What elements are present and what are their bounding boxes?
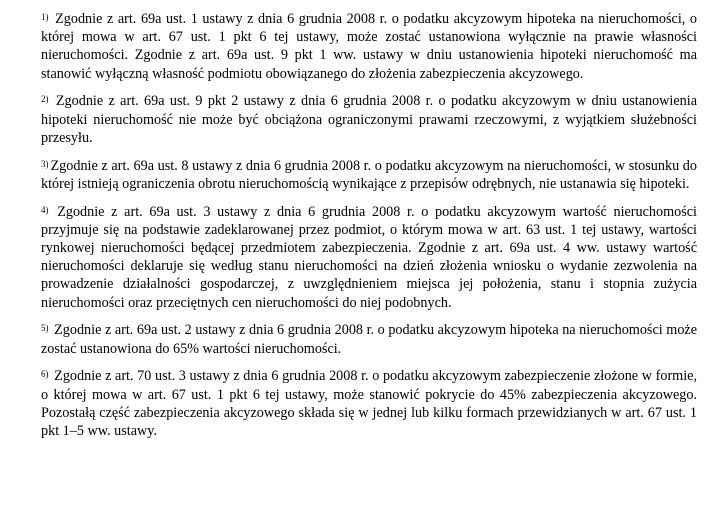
footnote-1 bbox=[41, 10, 697, 83]
footnote-4 bbox=[41, 203, 697, 312]
footnote-marker: 5) bbox=[41, 323, 49, 334]
footnote-text: Zgodnie z art. 69a ust. 1 ustawy z dnia 6 grudnia 2008 r. o podatku akcyzowym hipoteka na nieruchomości, o której mowa w art. 67 ust. 1 pkt 6 tej ustawy, może zostać ustanowiona wyłącznie na prawie własności nieruchomości. Zgodnie z art. 69a ust. 9 pkt 1 ww. ustawy w dniu ustanowienia hipoteki nieruchomość ma stanowić wyłączną własność podmiotu obowiązanego do złożenia zabezpieczenia akcyzowego. bbox=[41, 11, 697, 82]
footnote-text: Zgodnie z art. 70 ust. 3 ustawy z dnia 6 grudnia 2008 r. o podatku akcyzowym zabezpieczenie złożone w formie, o której mowa w art. 67 ust. 1 pkt 6 tej ustawy, może stanowić pokrycie do 45% zabezpieczenia akcyzowego. Pozostałą część zabezpieczenia akcyzowego składa się w jednej lub kilku formach przewidzianych w art. 67 ust. 1 pkt 1–5 ww. ustawy. bbox=[41, 368, 697, 440]
footnote-6 bbox=[41, 367, 697, 440]
footnote-3 bbox=[41, 157, 697, 193]
footnote-marker: 3) bbox=[41, 158, 49, 169]
footnote-5 bbox=[41, 321, 697, 357]
footnote-2 bbox=[41, 92, 697, 147]
footnote-marker: 2) bbox=[41, 94, 49, 105]
footnote-text: Zgodnie z art. 69a ust. 9 pkt 2 ustawy z dnia 6 grudnia 2008 r. o podatku akcyzowym w dniu ustanowienia hipoteki nieruchomość nie może być obciążona ograniczonymi prawami rzeczowymi, z wyjątkiem służebności przesyłu. bbox=[41, 93, 698, 146]
footnote-marker: 4) bbox=[41, 204, 49, 215]
footnote-text: Zgodnie z art. 69a ust. 8 ustawy z dnia 6 grudnia 2008 r. o podatku akcyzowym na nieruchomości, w stosunku do której istnieją ograniczenia obrotu nieruchomością wynikające z przepisów odrębnych, nie ustanawia się hipoteki. bbox=[41, 157, 697, 192]
footnote-text: Zgodnie z art. 69a ust. 3 ustawy z dnia 6 grudnia 2008 r. o podatku akcyzowym wartość nieruchomości przyjmuje się na podstawie zadeklarowanej przez podmiot, o którym mowa w art. 63 ust. 1 tej ustawy, wartości rynkowej nieruchomości będącej przedmiotem zabezpieczenia. Zgodnie z art. 69a ust. 4 ww. ustawy wartość nieruchomości deklaruje się według stanu nieruchomości na dzień złożenia wniosku o wydanie zezwolenia na prowadzenie działalności gospodarczej, z uwzględnieniem miejsca jej położenia, stanu i stopnia zużycia nieruchomości oraz przeciętnych cen nieruchomości do niej podobnych. bbox=[41, 203, 697, 311]
footnote-marker: 1) bbox=[41, 12, 49, 22]
footnote-text: Zgodnie z art. 69a ust. 2 ustawy z dnia 6 grudnia 2008 r. o podatku akcyzowym hipoteka na nieruchomości może zostać ustanowiona do 65% wartości nieruchomości. bbox=[41, 322, 698, 357]
footnote-marker: 6) bbox=[41, 369, 49, 380]
